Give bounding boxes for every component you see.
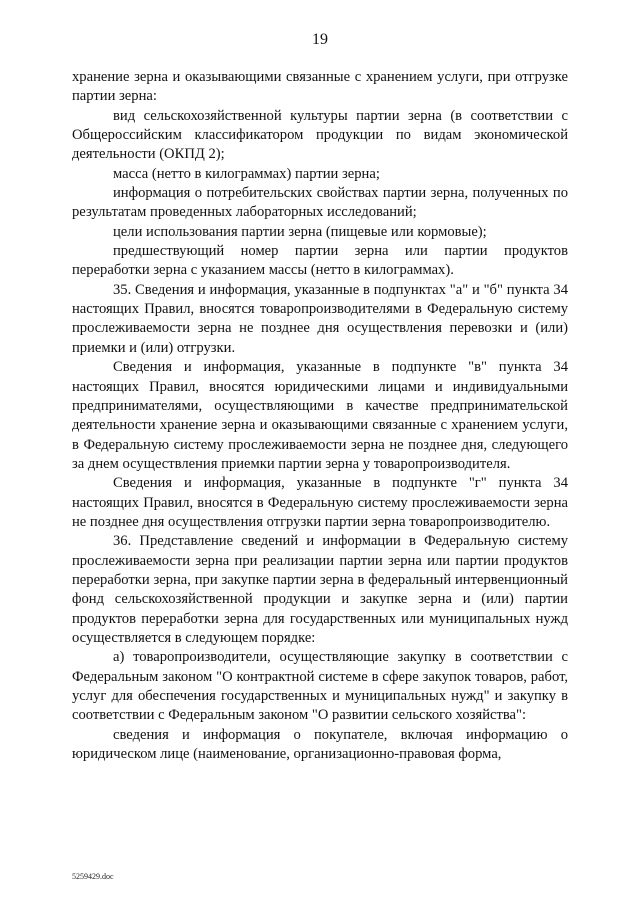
paragraph: Сведения и информация, указанные в подпункте "в" пункта 34 настоящих Правил, вносятся юридическими лицами и индивидуальными предпринимателями, осуществляющими в качестве предпринимательской деятельности хранение зерна и оказывающими связанные с хранением услуги, в Федеральную систему прослеживаемости зерна не позднее дня, следующего за днем осуществления приемки партии зерна у товаропроизводителя. [72,359,568,472]
page-number: 19 [312,31,328,48]
paragraph: масса (нетто в килограммах) партии зерна; [113,165,380,182]
paragraph: хранение зерна и оказывающими связанные с хранением услуги, при отгрузке партии зерна: [72,69,568,105]
paragraph: 35. Сведения и информация, указанные в подпунктах "а" и "б" пункта 34 настоящих Правил, вносятся товаропроизводителями в Федеральную систему прослеживаемости зерна не позднее дня осуществления перевозки и (или) приемки и (или) отгрузки. [72,281,568,356]
paragraph: информация о потребительских свойствах партии зерна, полученных по результатам проведенных лабораторных исследований; [72,185,568,221]
paragraph: Сведения и информация, указанные в подпункте "г" пункта 34 настоящих Правил, вносятся в Федеральную систему прослеживаемости зерна не позднее дня осуществления отгрузки партии зерна товаропроизводителю. [72,475,568,530]
paragraph: а) товаропроизводители, осуществляющие закупку в соответствии с Федеральным законом "О контрактной системе в сфере закупок товаров, работ, услуг для обеспечения государственных и муниципальных нужд" и закупку в соответствии с Федеральным законом "О развитии сельского хозяйства": [72,649,568,724]
paragraph: цели использования партии зерна (пищевые или кормовые); [113,223,487,240]
document-body [72,68,568,764]
document-filename: 5259429.doc [72,872,114,881]
paragraph: вид сельскохозяйственной культуры партии зерна (в соответствии с Общероссийским классификатором продукции по видам экономической деятельности (ОКПД 2); [72,107,568,163]
paragraph: сведения и информация о покупателе, включая информацию о юридическом лице (наименование, организационно-правовая форма, [72,726,568,763]
paragraph: предшествующий номер партии зерна или партии продуктов переработки зерна с указанием массы (нетто в килограммах). [72,243,568,279]
paragraph: 36. Представление сведений и информации в Федеральную систему прослеживаемости зерна при реализации партии зерна или партии продуктов переработки зерна, при закупке партии зерна в федеральный интервенционный фонд сельскохозяйственной продукции и закупке зерна и (или) партии продуктов переработки зерна для государственных или муниципальных нужд осуществляется в следующем порядке: [72,533,568,646]
